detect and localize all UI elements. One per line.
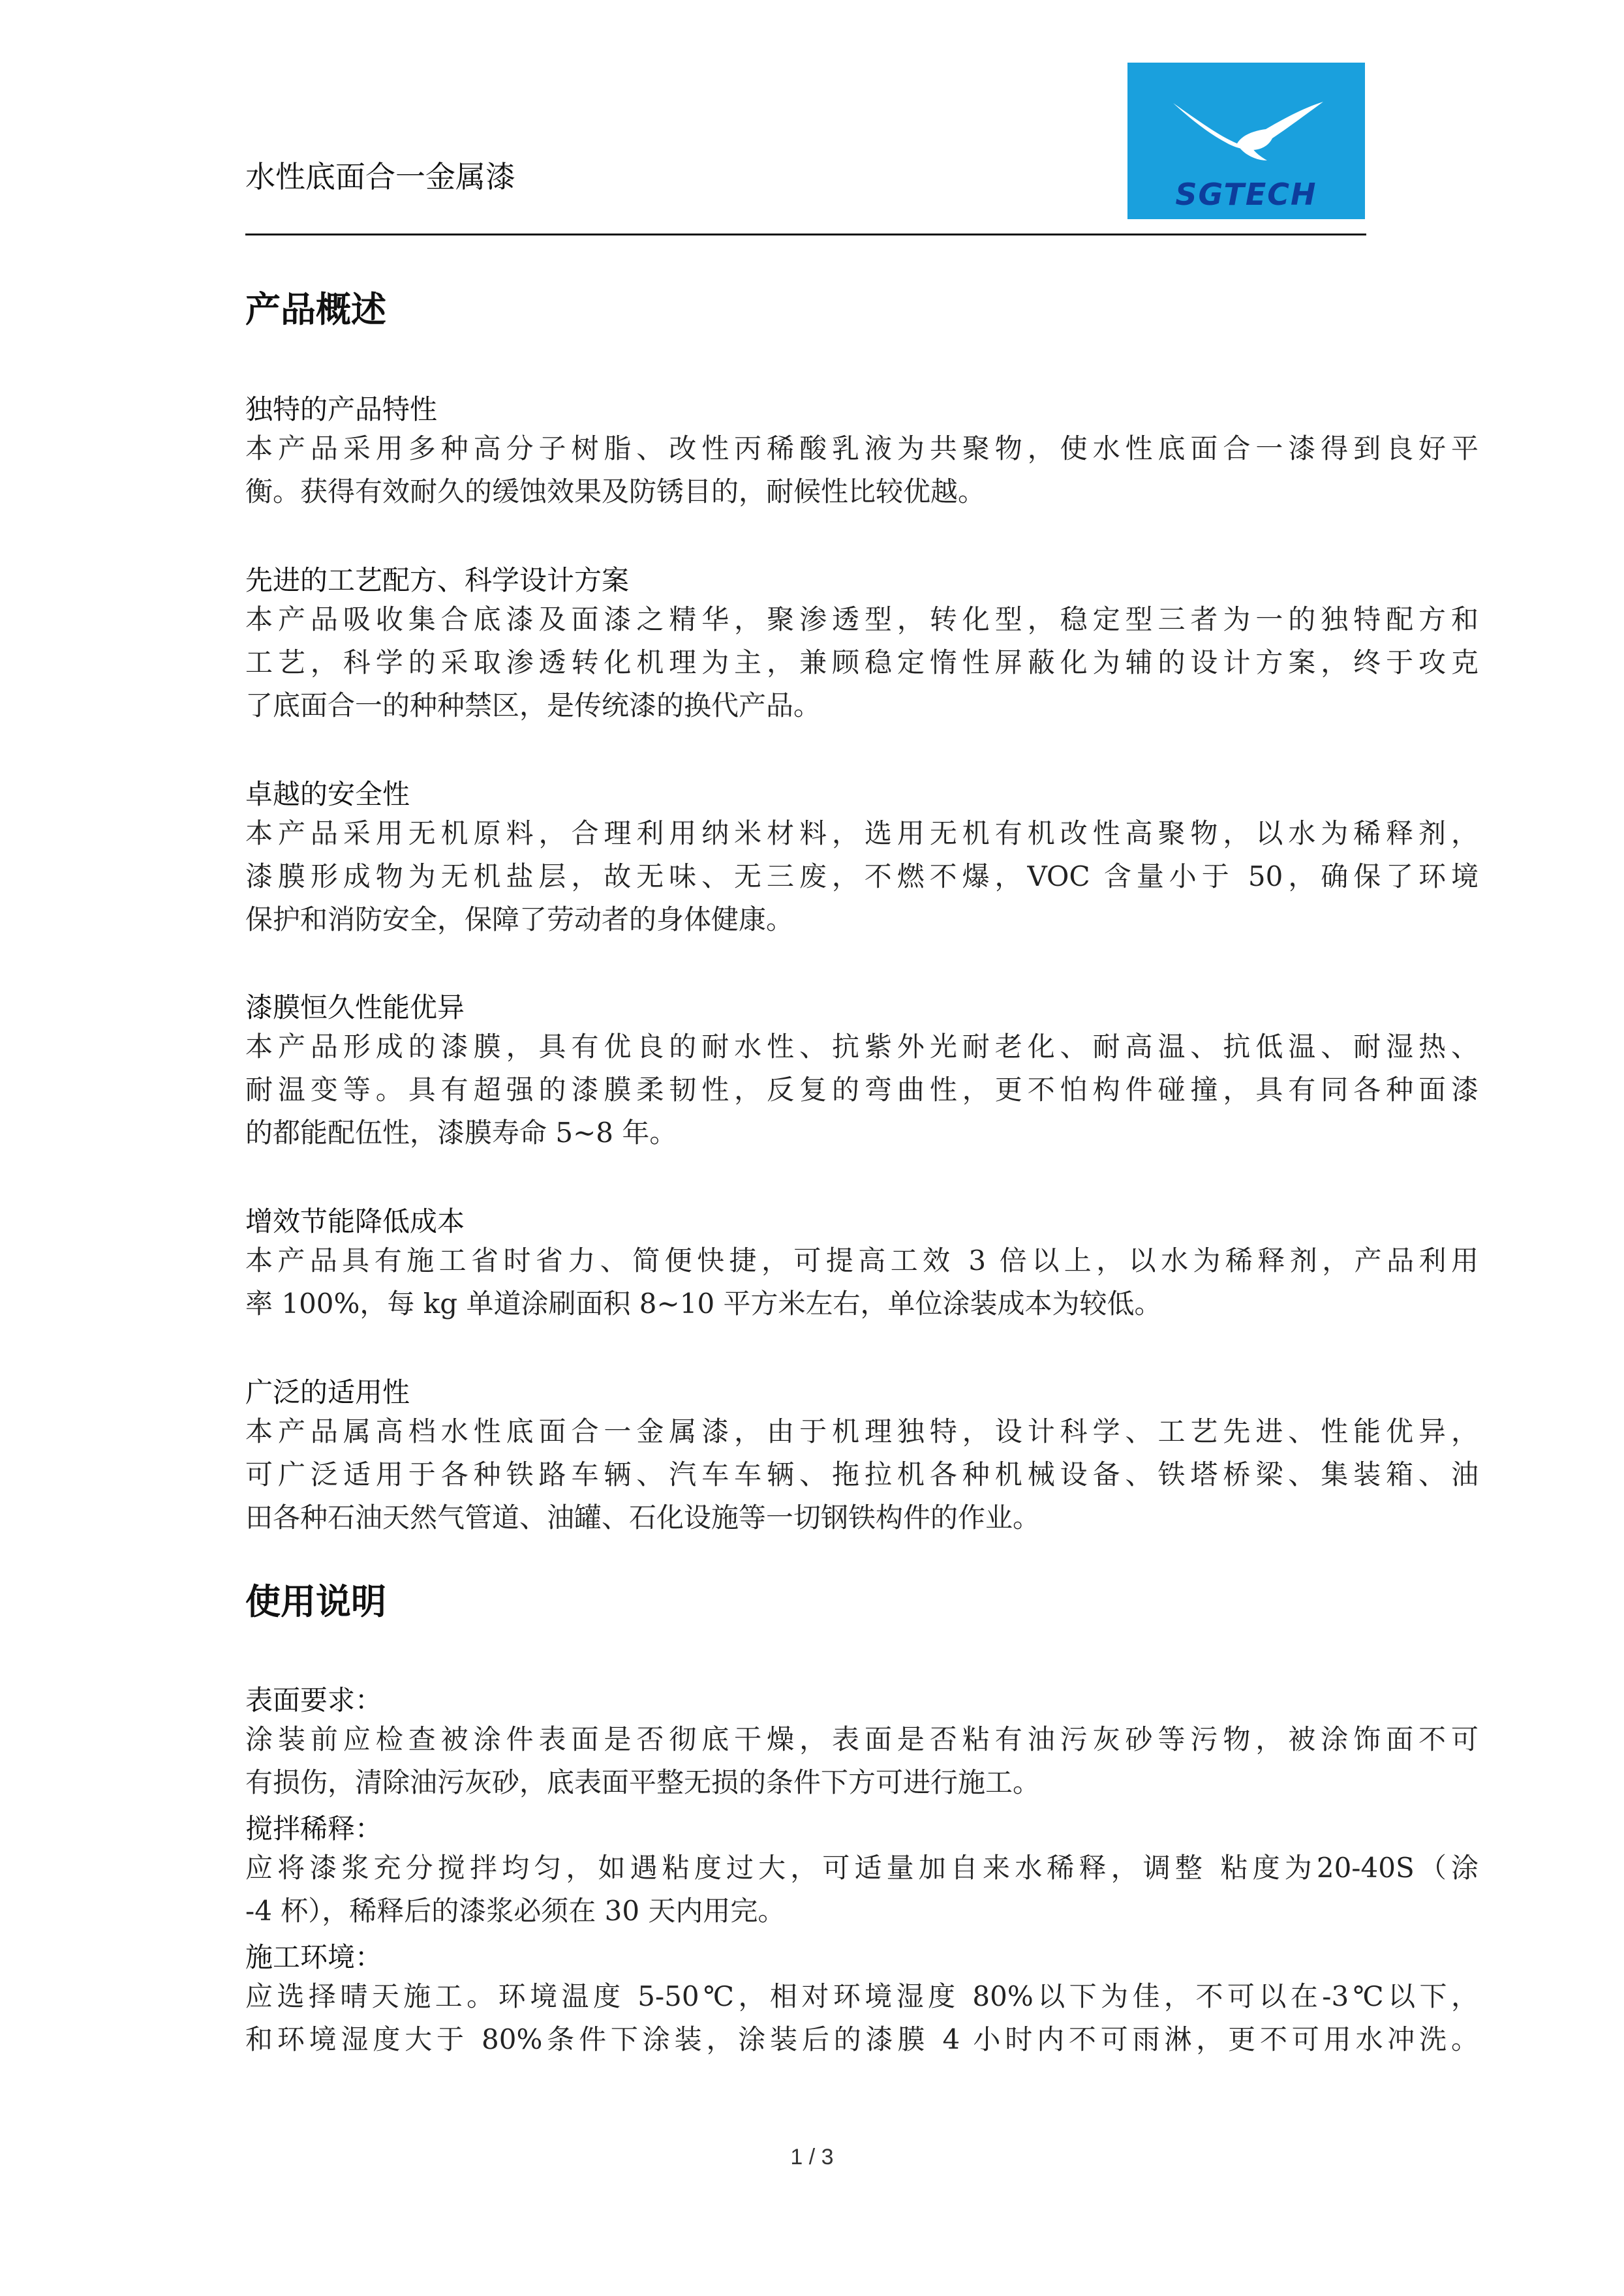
subheading-unique-features: 独特的产品特性 — [245, 393, 438, 425]
subheading-application-environment: 施工环境： — [245, 1941, 383, 1973]
paragraph-surface-requirements — [245, 1718, 1478, 1804]
seagull-logo-icon — [1127, 63, 1365, 219]
document-header-title: 水性底面合一金属漆 — [245, 159, 515, 194]
paragraph-line: 和环境湿度大于 80%条件下涂装，涂装后的漆膜 4 小时内不可雨淋，更不可用水冲洗。 — [245, 2023, 1478, 2055]
paragraph-line: 耐温变等。具有超强的漆膜柔韧性，反复的弯曲性，更不怕构件碰撞，具有同各种面漆 — [245, 1074, 1478, 1106]
paragraph-line: 田各种石油天然气管道、油罐、石化设施等一切钢铁构件的作业。 — [245, 1502, 1041, 1533]
paragraph-line: 应选择晴天施工。环境温度 5-50℃，相对环境湿度 80%以下为佳，不可以在-3℃以下， — [245, 1980, 1478, 2012]
paragraph-line: 本产品具有施工省时省力、简便快捷，可提高工效 3 倍以上，以水为稀释剂，产品利用 — [245, 1245, 1478, 1276]
page-number: 1 / 3 — [790, 2145, 834, 2169]
subheading-cost-saving: 增效节能降低成本 — [245, 1205, 465, 1237]
logo-text: SGTECH — [1175, 177, 1317, 212]
company-logo — [1127, 63, 1365, 219]
paragraph-line: 保护和消防安全，保障了劳动者的身体健康。 — [245, 903, 794, 935]
subheading-surface-requirements: 表面要求： — [245, 1684, 383, 1716]
paragraph-line: 涂装前应检查被涂件表面是否彻底干燥，表面是否粘有油污灰砂等污物，被涂饰面不可 — [245, 1723, 1478, 1755]
paragraph-line: 本产品采用多种高分子树脂、改性丙稀酸乳液为共聚物，使水性底面合一漆得到良好平 — [245, 432, 1478, 464]
paragraph-advanced-formula — [245, 598, 1478, 727]
paragraph-line: 率 100%，每 kg 单道涂刷面积 8~10 平方米左右，单位涂装成本为较低。 — [245, 1288, 1162, 1320]
section-title-instructions: 使用说明 — [245, 1581, 386, 1622]
paragraph-line: 漆膜形成物为无机盐层，故无味、无三废，不燃不爆，VOC 含量小于 50，确保了环境 — [245, 860, 1478, 892]
paragraph-line: 可广泛适用于各种铁路车辆、汽车车辆、拖拉机各种机械设备、铁塔桥梁、集装箱、油 — [245, 1458, 1478, 1490]
paragraph-line: 了底面合一的种种禁区，是传统漆的换代产品。 — [245, 689, 821, 721]
section-title-overview: 产品概述 — [245, 289, 386, 330]
paragraph-application-environment — [245, 1975, 1478, 2061]
paragraph-mixing-dilution — [245, 1847, 1478, 1933]
paragraph-cost-saving — [245, 1239, 1478, 1325]
paragraph-line: 有损伤，清除油污灰砂，底表面平整无损的条件下方可进行施工。 — [245, 1766, 1041, 1798]
subheading-wide-applicability: 广泛的适用性 — [245, 1376, 410, 1408]
subheading-durable-film: 漆膜恒久性能优异 — [245, 991, 465, 1023]
paragraph-line: 本产品采用无机原料，合理利用纳米材料，选用无机有机改性高聚物，以水为稀释剂， — [245, 817, 1478, 849]
subheading-mixing-dilution: 搅拌稀释： — [245, 1813, 383, 1845]
paragraph-line: 的都能配伍性，漆膜寿命 5~8 年。 — [245, 1117, 677, 1149]
paragraph-line: 本产品形成的漆膜，具有优良的耐水性、抗紫外光耐老化、耐高温、抗低温、耐湿热、 — [245, 1031, 1478, 1063]
paragraph-line: 工艺，科学的采取渗透转化机理为主，兼顾稳定惰性屏蔽化为辅的设计方案，终于攻克 — [245, 646, 1478, 678]
subheading-advanced-formula: 先进的工艺配方、科学设计方案 — [245, 564, 630, 596]
paragraph-safety — [245, 812, 1478, 941]
paragraph-durable-film — [245, 1025, 1478, 1155]
paragraph-unique-features — [245, 427, 1478, 513]
paragraph-wide-applicability — [245, 1410, 1478, 1539]
paragraph-line: 应将漆浆充分搅拌均匀，如遇粘度过大，可适量加自来水稀释，调整 粘度为20-40S（涂 — [245, 1852, 1478, 1884]
paragraph-line: 本产品属高档水性底面合一金属漆，由于机理独特，设计科学、工艺先进、性能优异， — [245, 1415, 1478, 1447]
paragraph-line: -4 杯），稀释后的漆浆必须在 30 天内用完。 — [245, 1895, 786, 1927]
header-divider — [245, 234, 1366, 235]
paragraph-line: 本产品吸收集合底漆及面漆之精华，聚渗透型，转化型，稳定型三者为一的独特配方和 — [245, 603, 1478, 635]
subheading-safety: 卓越的安全性 — [245, 778, 410, 810]
paragraph-line: 衡。获得有效耐久的缓蚀效果及防锈目的，耐候性比较优越。 — [245, 476, 986, 507]
